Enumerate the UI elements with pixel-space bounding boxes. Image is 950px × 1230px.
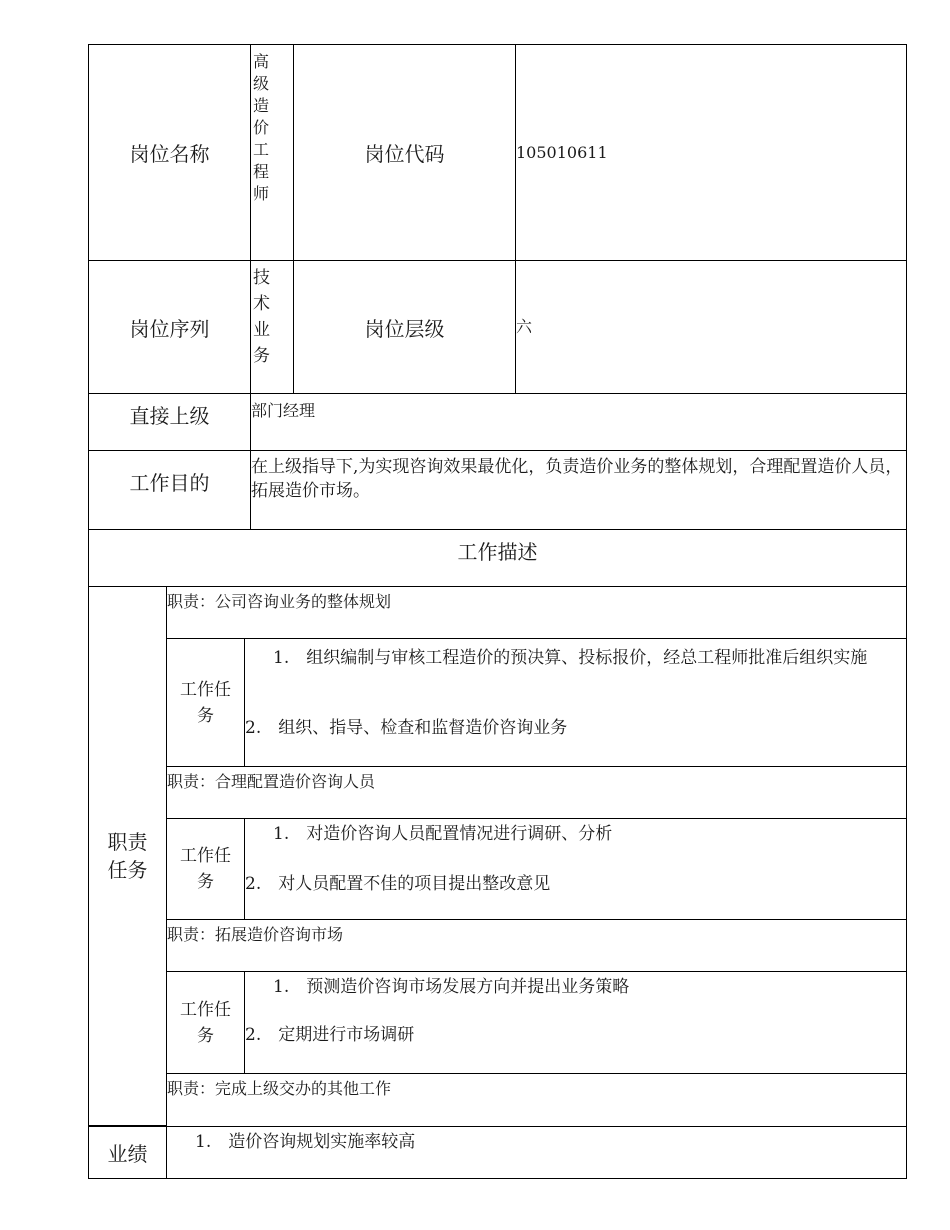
task-label: 工作任务 bbox=[166, 971, 245, 1074]
purpose-value: 在上级指导下,为实现咨询效果最优化，负责造价业务的整体规划，合理配置造价人员，拓展造价市场。 bbox=[250, 450, 907, 530]
post-level-value: 六 bbox=[515, 260, 907, 394]
task-item: 2. 定期进行市场调研 bbox=[245, 1025, 415, 1045]
superior-value: 部门经理 bbox=[250, 393, 907, 451]
task-item: 2. 组织、指导、检查和监督造价咨询业务 bbox=[245, 718, 568, 738]
performance-label: 业绩 bbox=[88, 1126, 167, 1179]
task-item: 2. 对人员配置不佳的项目提出整改意见 bbox=[245, 874, 551, 894]
task-item: 1. 对造价咨询人员配置情况进行调研、分析 bbox=[273, 824, 613, 844]
post-name-value bbox=[250, 44, 294, 261]
post-level-label: 岗位层级 bbox=[293, 260, 516, 394]
duty-title: 职责：拓展造价咨询市场 bbox=[166, 919, 907, 972]
duty-title: 职责：完成上级交办的其他工作 bbox=[166, 1073, 907, 1127]
performance-list bbox=[166, 1126, 907, 1179]
task-list bbox=[244, 971, 907, 1074]
superior-label: 直接上级 bbox=[88, 393, 251, 451]
duty-title: 职责：合理配置造价咨询人员 bbox=[166, 766, 907, 819]
description-title: 工作描述 bbox=[88, 529, 907, 587]
post-name-text: 高级造价工程师 bbox=[253, 52, 270, 203]
performance-item: 1. 造价咨询规划实施率较高 bbox=[195, 1132, 416, 1152]
post-code-label: 岗位代码 bbox=[293, 44, 516, 261]
task-item: 1. 组织编制与审核工程造价的预决算、投标报价，经总工程师批准后组织实施 bbox=[273, 648, 868, 668]
duty-label: 职责任务 bbox=[88, 586, 167, 1126]
post-name-label: 岗位名称 bbox=[88, 44, 251, 261]
purpose-label: 工作目的 bbox=[88, 450, 251, 530]
task-list bbox=[244, 818, 907, 920]
task-label: 工作任务 bbox=[166, 638, 245, 767]
post-series-text: 技术业务 bbox=[253, 268, 270, 366]
duty-title: 职责：公司咨询业务的整体规划 bbox=[166, 586, 907, 639]
task-list bbox=[244, 638, 907, 767]
job-description-table bbox=[88, 44, 907, 1179]
post-series-value bbox=[250, 260, 294, 394]
task-item: 1. 预测造价咨询市场发展方向并提出业务策略 bbox=[273, 977, 630, 997]
task-label: 工作任务 bbox=[166, 818, 245, 920]
post-code-value: 105010611 bbox=[515, 44, 907, 261]
post-series-label: 岗位序列 bbox=[88, 260, 251, 394]
